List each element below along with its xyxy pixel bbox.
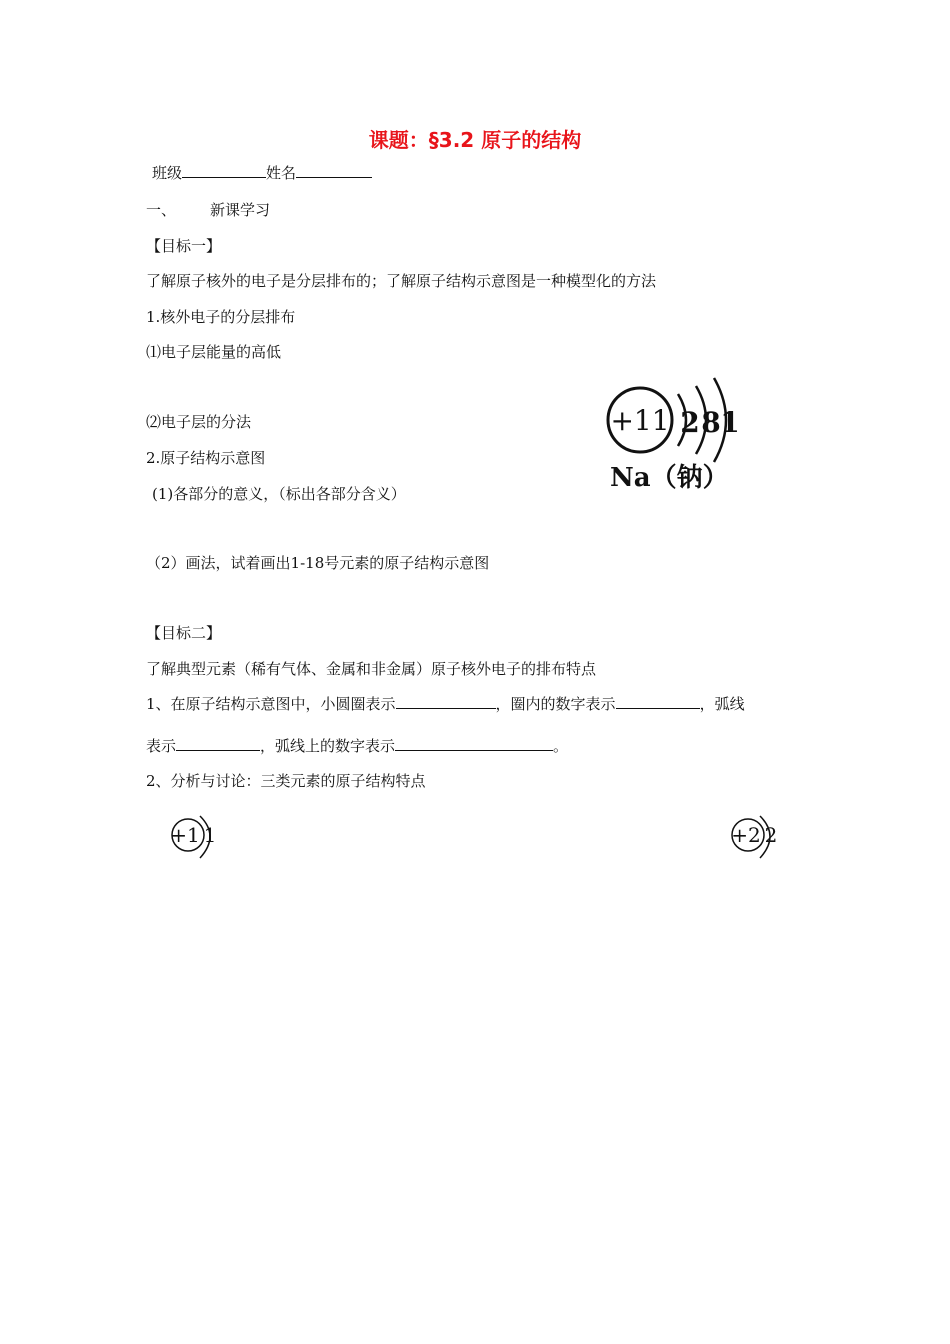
goal-1-item-2-sub-1: (1)各部分的意义，（标出各部分含义） bbox=[152, 485, 406, 503]
name-label: 姓名 bbox=[266, 164, 297, 182]
goal-1-item-2: 2.原子结构示意图 bbox=[146, 449, 266, 467]
helium-atom-diagram bbox=[728, 812, 788, 868]
shell-electrons-2: 8 bbox=[701, 406, 721, 439]
shell-electrons-1: 2 bbox=[680, 406, 700, 439]
sodium-atom-diagram bbox=[600, 372, 760, 501]
goal-1-description: 了解原子核外的电子是分层排布的；了解原子结构示意图是一种模型化的方法 bbox=[146, 272, 657, 290]
answer-blank-number[interactable] bbox=[616, 694, 700, 709]
section-1-heading bbox=[146, 200, 270, 220]
shell-electrons: 1 bbox=[203, 823, 217, 847]
student-info-row bbox=[152, 163, 372, 183]
answer-blank-circle[interactable] bbox=[396, 694, 496, 709]
goal-1-header: 【目标一】 bbox=[146, 237, 222, 255]
section-title: 新课学习 bbox=[210, 201, 271, 219]
goal-2-description: 了解典型元素（稀有气体、金属和非金属）原子核外电子的排布特点 bbox=[146, 660, 597, 678]
goal-1-item-1-sub-1: ⑴电子层能量的高低 bbox=[146, 343, 282, 361]
goal-1-item-2-sub-2: （2）画法，试着画出1-18号元素的原子结构示意图 bbox=[146, 554, 490, 572]
answer-blank-arc[interactable] bbox=[176, 736, 260, 751]
question-1-line-2: 表示 ，弧线上的数字表示 。 bbox=[146, 737, 569, 755]
shell-electrons: 2 bbox=[764, 823, 778, 847]
goal-1-item-1-sub-2: ⑵电子层的分法 bbox=[146, 413, 252, 431]
section-number: 一、 bbox=[146, 201, 177, 219]
page-title: 课题：§3.2 原子的结构 bbox=[368, 128, 582, 152]
question-1-line-1: 1、在原子结构示意图中，小圆圈表示 ，圈内的数字表示 ，弧线 bbox=[146, 695, 745, 713]
shell-electrons-3: 1 bbox=[720, 406, 740, 439]
hydrogen-atom-diagram bbox=[168, 812, 228, 868]
element-label: Na（钠） bbox=[610, 463, 729, 493]
answer-blank-arc-number[interactable] bbox=[395, 736, 553, 751]
class-blank[interactable] bbox=[182, 163, 266, 178]
nucleus-charge: +11 bbox=[610, 404, 670, 437]
goal-2-header: 【目标二】 bbox=[146, 624, 222, 642]
nucleus-charge: +2 bbox=[731, 823, 761, 847]
question-2: 2、分析与讨论：三类元素的原子结构特点 bbox=[146, 772, 426, 790]
name-blank[interactable] bbox=[296, 163, 372, 178]
nucleus-charge: +1 bbox=[170, 823, 200, 847]
class-label: 班级 bbox=[152, 164, 183, 182]
goal-1-item-1: 1.核外电子的分层排布 bbox=[146, 308, 296, 326]
